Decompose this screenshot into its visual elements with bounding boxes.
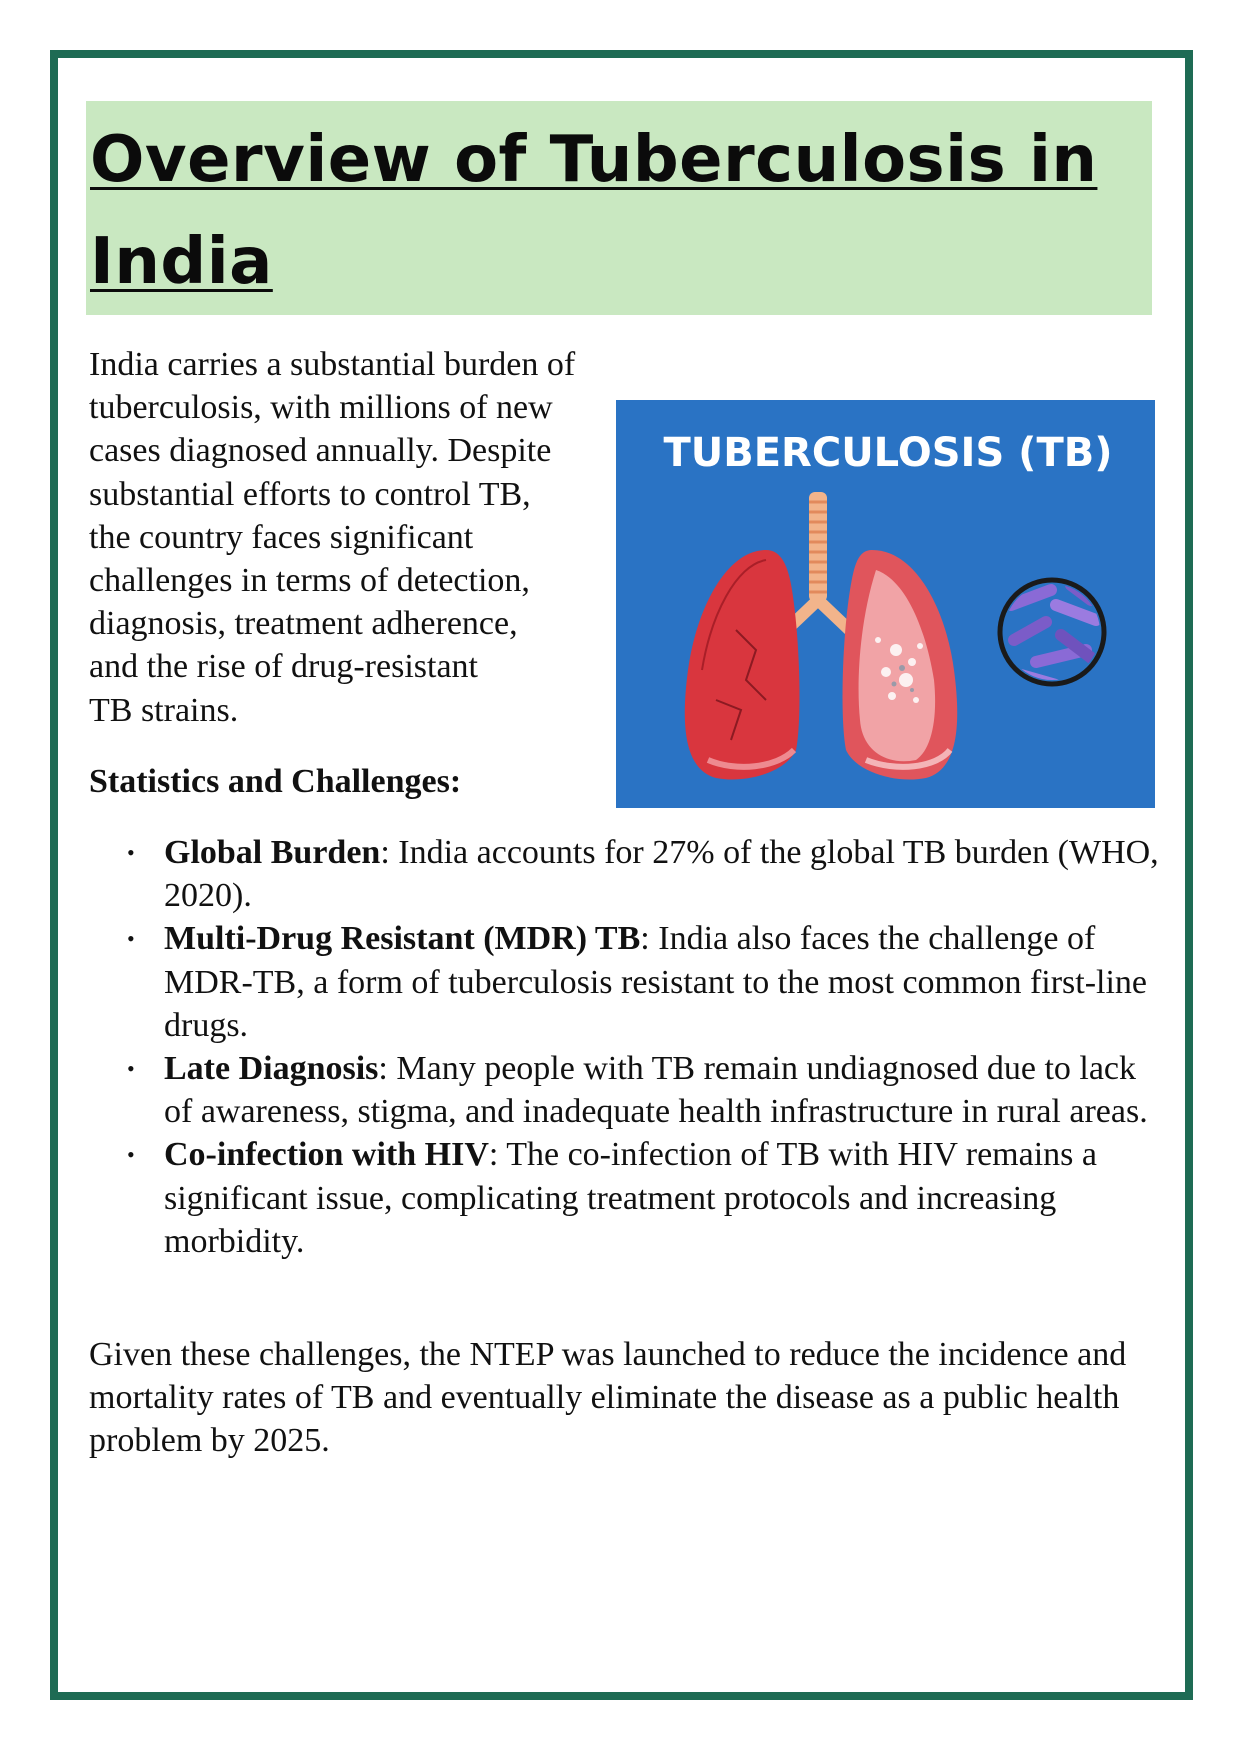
figure-caption: TUBERCULOSIS (TB): [663, 430, 1113, 476]
list-item-term: Multi-Drug Resistant (MDR) TB: [164, 920, 641, 958]
list-item: [89, 1047, 1159, 1133]
list-item-text: : India accounts for 27% of the global TB burden (WHO, 2020).: [164, 834, 1159, 915]
list-item-text: : India also faces the challenge of MDR-TB, a form of tuberculosis resistant to the most common first-line drugs.: [164, 920, 1148, 1044]
intro-line: and the rise of drug-resistant: [89, 648, 478, 686]
bacteria-icon: [1000, 580, 1104, 685]
intro-line: tuberculosis, with millions of new: [89, 389, 553, 427]
page-title-line-1: Overview of Tuberculosis in: [90, 123, 1098, 197]
bullet-icon: •: [127, 1056, 135, 1082]
list-item-term: Late Diagnosis: [164, 1050, 379, 1088]
bullet-icon: •: [127, 840, 135, 865]
list-item-text: : Many people with TB remain undiagnosed due to lack of awareness, stigma, and inadequate health infrastructure in rural areas.: [164, 1050, 1148, 1131]
bullet-icon: •: [127, 1142, 135, 1168]
intro-line: substantial efforts to control TB,: [89, 475, 531, 513]
page-title: [90, 109, 1148, 313]
intro-line: TB strains.: [89, 691, 239, 729]
list-item-term: Global Burden: [164, 834, 381, 871]
intro-line: challenges in terms of detection,: [89, 562, 530, 600]
challenges-list: [89, 831, 1159, 1263]
intro-paragraph: [89, 343, 649, 732]
list-item-text: : The co-infection of TB with HIV remains a significant issue, complicating treatment protocols and increasing morbidity.: [164, 1136, 1097, 1260]
page-title-line-2: India: [90, 225, 273, 299]
list-item-term: Co-infection with HIV: [164, 1136, 489, 1174]
title-banner: [86, 101, 1152, 315]
list-item: [89, 917, 1159, 1047]
tb-illustration: [616, 400, 1155, 808]
lungs-image: [616, 400, 1155, 808]
closing-paragraph: Given these challenges, the NTEP was launched to reduce the incidence and mortality rates of TB and eventually eliminate the disease as a public health problem by 2025.: [89, 1336, 1127, 1460]
statistics-heading: Statistics and Challenges:: [89, 763, 462, 800]
list-item: [89, 831, 1159, 917]
intro-line: diagnosis, treatment adherence,: [89, 605, 518, 643]
bullet-icon: •: [127, 926, 135, 952]
list-item: [89, 1133, 1159, 1263]
intro-line: the country faces significant: [89, 518, 474, 556]
intro-line: cases diagnosed annually. Despite: [89, 432, 552, 470]
intro-line: India carries a substantial burden of: [89, 346, 576, 383]
